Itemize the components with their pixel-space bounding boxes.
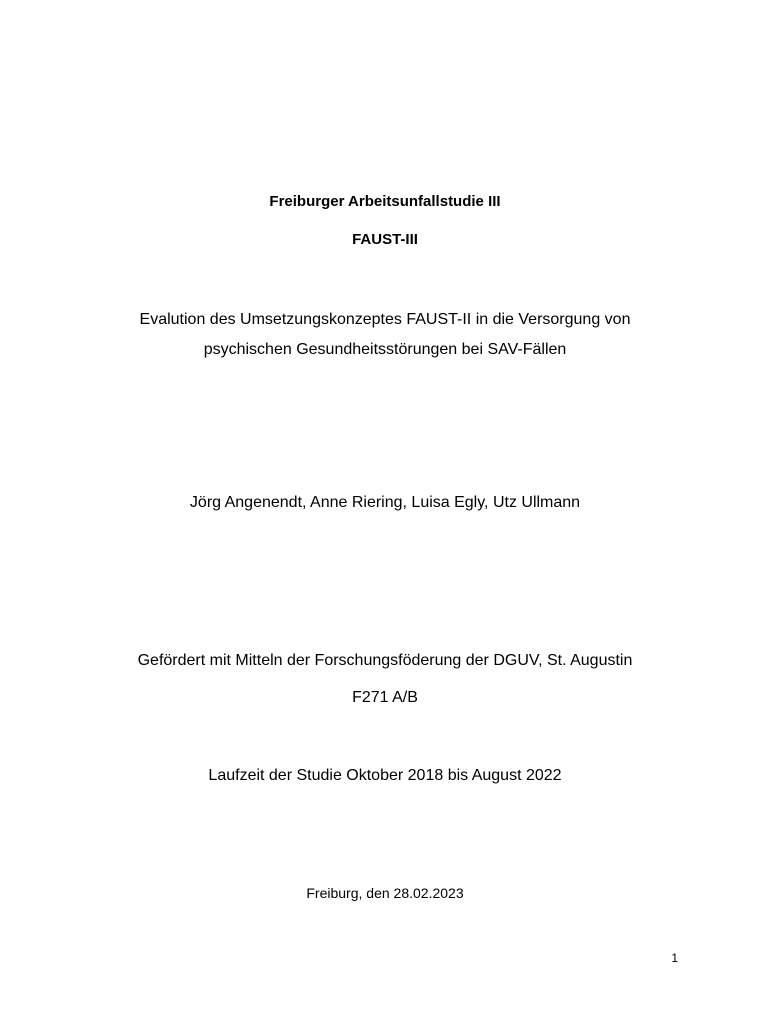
page-number: 1 <box>671 951 678 965</box>
authors: Jörg Angenendt, Anne Riering, Luisa Egly, Utz Ullmann <box>189 494 581 511</box>
funding-statement: Gefördert mit Mitteln der Forschungsföderung der DGUV, St. Augustin <box>137 652 633 669</box>
description-line-2: psychischen Gesundheitsstörungen bei SAV-Fällen <box>203 341 567 358</box>
document-title: Freiburger Arbeitsunfallstudie III <box>269 193 501 210</box>
study-duration: Laufzeit der Studie Oktober 2018 bis August 2022 <box>208 767 562 784</box>
document-subtitle: FAUST-III <box>352 231 418 248</box>
place-and-date: Freiburg, den 28.02.2023 <box>306 885 464 901</box>
grant-code: F271 A/B <box>352 689 418 706</box>
description-line-1: Evalution des Umsetzungskonzeptes FAUST-II in die Versorgung von <box>139 311 631 328</box>
